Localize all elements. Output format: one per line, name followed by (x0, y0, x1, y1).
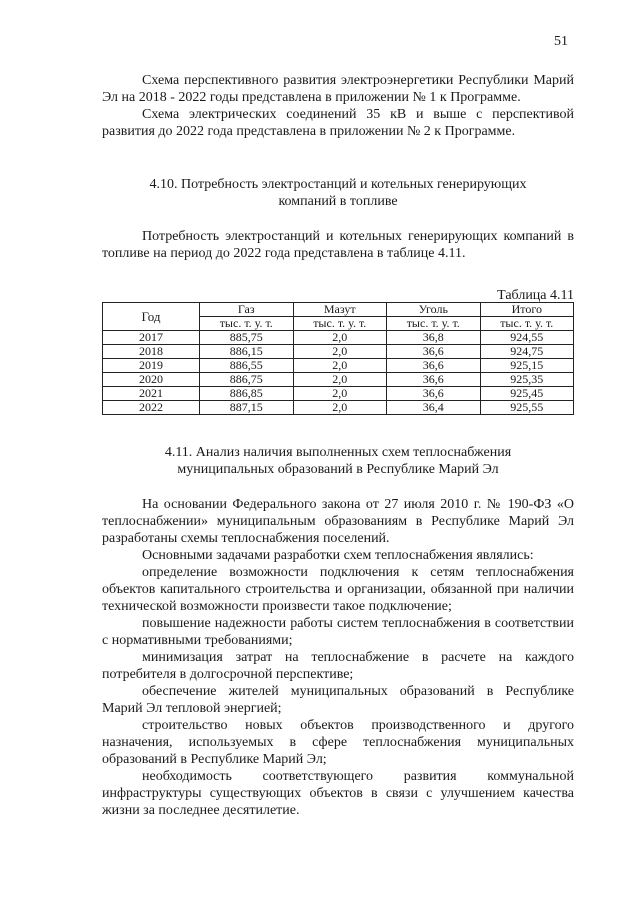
cell-year: 2021 (103, 387, 200, 401)
section-4-11-paragraph-3: определение возможности подключения к сетям теплоснабжения объектов капитального строительства и организации, обязанной при наличии технической возможности произвести такое подключение; (102, 565, 574, 614)
header-coal: Уголь (387, 303, 481, 317)
header-year: Год (103, 303, 200, 331)
section-4-11-paragraph-4: повышение надежности работы систем теплоснабжения в соответствии с нормативными требованиями; (102, 616, 574, 648)
cell-total: 925,45 (480, 387, 574, 401)
cell-total: 925,55 (480, 401, 574, 415)
table-header-row (103, 303, 574, 317)
section-4-10-body (102, 228, 574, 262)
section-4-11-paragraph-6: обеспечение жителей муниципальных образований в Республике Марий Эл тепловой энергией; (102, 684, 574, 716)
cell-gas: 887,15 (200, 401, 294, 415)
section-4-11-paragraph-5: минимизация затрат на теплоснабжение в расчете на каждого потребителя в долгосрочной перспективе; (102, 650, 574, 682)
cell-mazut: 2,0 (293, 359, 387, 373)
cell-coal: 36,6 (387, 387, 481, 401)
section-4-11-title-line1: 4.11. Анализ наличия выполненных схем теплоснабжения (164, 445, 512, 460)
cell-mazut: 2,0 (293, 401, 387, 415)
section-4-11-body (102, 496, 574, 819)
cell-gas: 886,15 (200, 345, 294, 359)
table-row (103, 373, 574, 387)
unit-gas: тыс. т. у. т. (200, 317, 294, 331)
header-total: Итого (480, 303, 574, 317)
cell-coal: 36,6 (387, 373, 481, 387)
section-4-11-paragraph-8: необходимость соответствующего развития коммунальной инфраструктуры существующих объектов в связи с улучшением качества жизни за последнее десятилетие. (102, 769, 574, 818)
table-row (103, 401, 574, 415)
section-4-11-paragraph-7: строительство новых объектов производственного и другого назначения, используемых в сфере теплоснабжения муниципальных образований в Республике Марий Эл; (102, 718, 574, 767)
table-row (103, 331, 574, 345)
section-4-11-paragraph-1: На основании Федерального закона от 27 июля 2010 г. № 190-ФЗ «О теплоснабжении» муниципальным образованиям в Республике Марий Эл разработаны схемы теплоснабжения поселений. (102, 497, 574, 546)
cell-gas: 885,75 (200, 331, 294, 345)
cell-year: 2019 (103, 359, 200, 373)
table-row (103, 359, 574, 373)
cell-mazut: 2,0 (293, 345, 387, 359)
table-row (103, 387, 574, 401)
section-4-10-title-line2: компаний в топливе (278, 194, 398, 209)
cell-total: 925,15 (480, 359, 574, 373)
cell-gas: 886,55 (200, 359, 294, 373)
intro-paragraph-1: Схема перспективного развития электроэнергетики Республики Марий Эл на 2018 - 2022 годы представлена в приложении № 1 к Программе. (102, 73, 574, 105)
cell-gas: 886,85 (200, 387, 294, 401)
cell-total: 924,75 (480, 345, 574, 359)
cell-year: 2020 (103, 373, 200, 387)
section-4-11-paragraph-2: Основными задачами разработки схем теплоснабжения являлись: (142, 548, 534, 563)
cell-total: 925,35 (480, 373, 574, 387)
cell-coal: 36,6 (387, 345, 481, 359)
section-4-11-title-line2: муниципальных образований в Республике Марий Эл (177, 462, 499, 477)
section-4-10-title-line1: 4.10. Потребность электростанций и котельных генерирующих (149, 177, 527, 192)
intro-paragraph-2: Схема электрических соединений 35 кВ и выше с перспективой развития до 2022 года представлена в приложении № 2 к Программе. (102, 107, 574, 139)
cell-mazut: 2,0 (293, 331, 387, 345)
cell-mazut: 2,0 (293, 387, 387, 401)
cell-year: 2017 (103, 331, 200, 345)
page-number: 51 (554, 34, 568, 49)
cell-coal: 36,6 (387, 359, 481, 373)
cell-coal: 36,8 (387, 331, 481, 345)
cell-total: 924,55 (480, 331, 574, 345)
intro-block (102, 72, 574, 140)
cell-gas: 886,75 (200, 373, 294, 387)
unit-coal: тыс. т. у. т. (387, 317, 481, 331)
fuel-demand-table (102, 302, 574, 415)
section-4-10-text: Потребность электростанций и котельных генерирующих компаний в топливе на период до 2022 года представлена в таблице 4.11. (102, 229, 574, 261)
header-gas: Газ (200, 303, 294, 317)
cell-mazut: 2,0 (293, 373, 387, 387)
unit-mazut: тыс. т. у. т. (293, 317, 387, 331)
unit-total: тыс. т. у. т. (480, 317, 574, 331)
table-row (103, 345, 574, 359)
table-caption: Таблица 4.11 (497, 288, 574, 303)
section-4-11-heading (102, 444, 574, 478)
cell-year: 2022 (103, 401, 200, 415)
cell-year: 2018 (103, 345, 200, 359)
header-mazut: Мазут (293, 303, 387, 317)
section-4-10-heading (102, 176, 574, 210)
cell-coal: 36,4 (387, 401, 481, 415)
